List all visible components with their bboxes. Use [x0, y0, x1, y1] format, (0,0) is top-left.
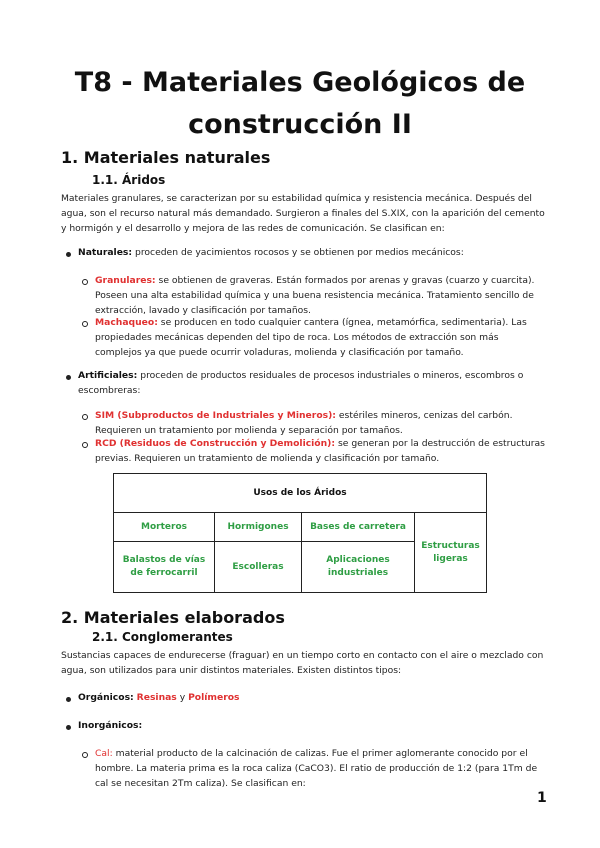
sim-label: SIM (Subproductos de Industriales y Mineros):	[95, 410, 336, 421]
bullet-circle	[82, 414, 88, 420]
page-title: T8 - Materiales Geológicos de construcción II	[74, 67, 526, 140]
sim-text: estériles mineros, cenizas del carbón. Requieren un tratamiento por molienda y separación por tamaños.	[95, 410, 513, 436]
bullet-dot	[66, 725, 71, 730]
list-item-sim	[95, 408, 547, 438]
bullet-dot	[66, 375, 71, 380]
rcd-text: se generan por la destrucción de estructuras previas. Requieren un tratamiento de molienda y clasificación por tamaño.	[95, 438, 545, 464]
subsection-heading-conglomerantes: 2.1. Conglomerantes	[92, 630, 233, 644]
table-cell: Estructuras ligeras	[415, 513, 487, 593]
page-number: 1	[537, 790, 547, 806]
granulares-label: Granulares:	[95, 275, 156, 286]
bullet-dot	[66, 697, 71, 702]
list-item-rcd	[95, 436, 547, 466]
list-item-cal	[95, 746, 547, 791]
resinas-term: Resinas	[136, 692, 177, 703]
list-item-organicos	[78, 690, 548, 705]
table-cell: Escolleras	[215, 542, 302, 593]
aridos-intro-paragraph: Materiales granulares, se caracterizan por su estabilidad química y resistencia mecánica. Después del agua, son el recurso natural más demandado. Surgieron a finales del S.XIX, con la aparición del cemento y hormigón y el desarrollo y mejora de las redes de comunicación. Se clasifican en:	[61, 193, 545, 234]
artificiales-label: Artificiales:	[78, 370, 138, 381]
list-item-artificiales	[78, 368, 548, 398]
list-item-naturales	[78, 245, 548, 260]
machaqueo-text: se producen en todo cualquier cantera (ígnea, metamórfica, sedimentaria). Las propiedades mecánicas dependen del tipo de roca. Los métodos de extracción son más complejos ya que puede ocurrir voladuras, molienda y clasificación por tamaño.	[95, 317, 527, 358]
granulares-text: se obtienen de graveras. Están formados por arenas y gravas (cuarzo y cuarcita). Poseen una alta estabilidad química y una buena resistencia mecánica. Tratamiento sencillo de extracción, lavado y clasificación por tamaños.	[95, 275, 535, 316]
naturales-text: proceden de yacimientos rocosos y se obtienen por medios mecánicos:	[132, 247, 464, 258]
cal-label: Cal:	[95, 748, 113, 759]
list-item-inorganicos	[78, 718, 548, 733]
bullet-dot	[66, 252, 71, 257]
bullet-circle	[82, 279, 88, 285]
usos-aridos-table	[113, 473, 487, 593]
table-cell: Aplicaciones industriales	[302, 542, 415, 593]
cal-text: material producto de la calcinación de calizas. Fue el primer aglomerante conocido por el hombre. La materia prima es la roca caliza (CaCO3). El ratio de producción de 1:2 (para 1Tm de cal se necesitan 2Tm caliza). Se clasifican en:	[95, 748, 538, 789]
bullet-circle	[82, 442, 88, 448]
list-item-machaqueo	[95, 315, 547, 360]
naturales-label: Naturales:	[78, 247, 133, 258]
polimeros-term: Polímeros	[188, 692, 240, 703]
subsection-heading-aridos: 1.1. Áridos	[92, 173, 166, 187]
section-heading-materiales-elaborados: 2. Materiales elaborados	[61, 608, 285, 627]
conjunction-text: y	[176, 692, 189, 703]
table-header: Usos de los Áridos	[114, 474, 487, 513]
table-cell: Balastos de vías de ferrocarril	[114, 542, 215, 593]
bullet-circle	[82, 752, 88, 758]
artificiales-text: proceden de productos residuales de procesos industriales o mineros, escombros o escombreras:	[78, 370, 524, 396]
machaqueo-label: Machaqueo:	[95, 317, 158, 328]
inorganicos-label: Inorgánicos:	[78, 720, 143, 731]
conglomerantes-intro-paragraph: Sustancias capaces de endurecerse (fraguar) en un tiempo corto en contacto con el aire o mezclado con agua, son utilizados para unir distintos materiales. Existen distintos tipos:	[61, 650, 544, 676]
table-cell: Morteros	[114, 513, 215, 542]
organicos-label: Orgánicos:	[78, 692, 134, 703]
list-item-granulares	[95, 273, 547, 318]
section-heading-materiales-naturales: 1. Materiales naturales	[61, 148, 271, 167]
bullet-circle	[82, 321, 88, 327]
rcd-label: RCD (Residuos de Construcción y Demolición):	[95, 438, 336, 449]
table-cell: Hormigones	[215, 513, 302, 542]
table-cell: Bases de carretera	[302, 513, 415, 542]
